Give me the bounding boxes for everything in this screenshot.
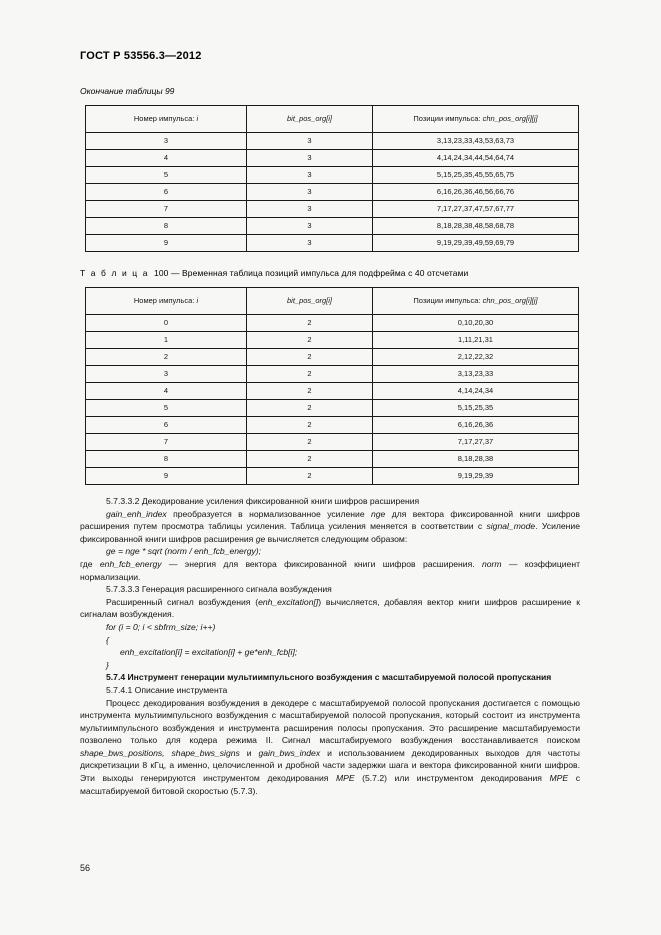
table-row (86, 400, 579, 417)
cell-bitpos: 3 (247, 235, 373, 252)
cell-bitpos: 3 (247, 150, 373, 167)
cell-bitpos: 3 (247, 184, 373, 201)
cell-pulse: 4 (86, 383, 247, 400)
table-100-caption-number: 100 (154, 268, 169, 278)
text-fragment: Расширенный сигнал возбуждения ( (106, 596, 259, 607)
header-italic-chnpos: chn_pos_org[i][j] (482, 114, 538, 123)
table-99-header-bitpos (247, 106, 373, 133)
cell-bitpos: 2 (247, 332, 373, 349)
cell-positions: 4,14,24,34,44,54,64,74 (373, 150, 579, 167)
cell-bitpos: 2 (247, 451, 373, 468)
header-label-pulse: Номер импульса: (133, 296, 197, 305)
cell-bitpos: 3 (247, 167, 373, 184)
table-row (86, 417, 579, 434)
cell-positions: 9,19,29,39 (373, 468, 579, 485)
header-label-bitpos: bit_pos_org[i] (286, 296, 333, 305)
table-row (86, 349, 579, 366)
cell-positions: 6,16,26,36 (373, 417, 579, 434)
term-enh-excitation: enh_excitation[] (258, 596, 319, 607)
cell-pulse: 7 (86, 201, 247, 218)
table-row (86, 235, 579, 252)
table-99 (85, 105, 579, 252)
section-5-7-3-3-3-heading: 5.7.3.3.3 Генерация расширенного сигнала возбуждения (106, 584, 332, 595)
term-gain-bws-index: gain_bws_index (258, 747, 321, 758)
term-mpe-2: MPE (549, 773, 569, 784)
term-shape-bws: shape_bws_positions, shape_bws_signs (80, 747, 240, 758)
header-label-positions: Позиции импульса: (413, 296, 483, 305)
text-fragment: ) вычисляется, добавляя вектор книги шифров расширение к сигналам возбуждения. (80, 596, 580, 620)
table-100-caption-label: Т а б л и ц а (80, 268, 150, 278)
table-row (86, 218, 579, 235)
cell-pulse: 3 (86, 133, 247, 150)
header-italic-i: i (196, 296, 199, 305)
text-fragment: — коэффициент нормализации. (80, 558, 581, 582)
text-fragment: с масштабируемой битовой скоростью (5.7.3). (80, 773, 580, 796)
header-italic-i: i (196, 114, 199, 123)
table-row (86, 315, 579, 332)
table-100-header-pulse-number (86, 288, 247, 315)
table-row (86, 383, 579, 400)
code-assignment: enh_excitation[i] = excitation[i] + ge*enh_fcb[i]; (120, 647, 298, 658)
table-99-caption: Окончание таблицы 99 (80, 86, 175, 96)
cell-bitpos: 2 (247, 417, 373, 434)
code-open-brace: { (106, 634, 109, 645)
cell-pulse: 2 (86, 349, 247, 366)
text-fragment: преобразуется в нормализованное усиление (166, 508, 371, 519)
cell-positions: 5,15,25,35 (373, 400, 579, 417)
table-100-body (86, 315, 579, 485)
cell-positions: 7,17,27,37 (373, 434, 579, 451)
header-label-positions: Позиции импульса: (413, 114, 483, 123)
cell-bitpos: 2 (247, 315, 373, 332)
section-5-7-4 (80, 671, 580, 797)
cell-bitpos: 3 (247, 133, 373, 150)
section-5-7-3-3-2 (80, 495, 580, 583)
table-row (86, 366, 579, 383)
table-row (86, 167, 579, 184)
text-fragment: — энергия для вектора фиксированной книги шифров расширения. (161, 558, 482, 569)
cell-bitpos: 3 (247, 201, 373, 218)
cell-pulse: 9 (86, 235, 247, 252)
cell-positions: 3,13,23,33,43,53,63,73 (373, 133, 579, 150)
page-content (80, 50, 580, 797)
page-number: 56 (80, 863, 91, 873)
table-row (86, 434, 579, 451)
table-99-header-pulse-number (86, 106, 247, 133)
table-100 (85, 287, 579, 485)
section-5-7-3-3-2-heading: 5.7.3.3.2 Декодирование усиления фиксированной книги шифров расширения (106, 496, 420, 506)
table-100-caption-text: — Временная таблица позиций импульса для подфрейма с 40 отсчетами (170, 268, 469, 278)
header-label-pulse: Номер импульса: (133, 114, 197, 123)
cell-pulse: 6 (86, 184, 247, 201)
cell-positions: 2,12,22,32 (373, 349, 579, 366)
section-5-7-4-heading: 5.7.4 Инструмент генерации мультиимпульсного возбуждения с масштабируемой полосой пропускания (106, 672, 552, 683)
table-row (86, 332, 579, 349)
text-fragment: вычисляется следующим образом: (265, 533, 408, 544)
term-nge: nge (370, 508, 386, 519)
cell-pulse: 8 (86, 451, 247, 468)
cell-positions: 3,13,23,33 (373, 366, 579, 383)
section-5-7-3-3-3-paragraph (80, 596, 580, 621)
text-fragment: (5.7.2) или инструментом декодирования (354, 773, 550, 784)
cell-pulse: 8 (86, 218, 247, 235)
table-row (86, 133, 579, 150)
cell-pulse: 3 (86, 366, 247, 383)
section-5-7-4-1-heading: 5.7.4.1 Описание инструмента (106, 684, 228, 695)
formula-note (80, 558, 580, 583)
cell-pulse: 7 (86, 434, 247, 451)
cell-bitpos: 2 (247, 383, 373, 400)
text-fragment: Процесс декодирования возбуждения в декодере с масштабируемой полосой пропускания достигается с помощью инструмента мультиимпульсного возбуждения с масштабируемой полосой пропускания, который состоит из инструмента мультиимпульсного возбуждения и инструмента расширения полосы пропускания. Это расширение масштабируемости позволено только для кодера режима II. Сигнал масштабируемого возбуждения восстанавливается поиском (80, 697, 580, 746)
cell-bitpos: 2 (247, 468, 373, 485)
cell-bitpos: 2 (247, 434, 373, 451)
cell-bitpos: 2 (247, 366, 373, 383)
table-100-header-bitpos (247, 288, 373, 315)
table-100-caption (80, 268, 580, 278)
cell-positions: 0,10,20,30 (373, 315, 579, 332)
cell-pulse: 6 (86, 417, 247, 434)
term-signal-mode: signal_mode (486, 521, 536, 532)
cell-bitpos: 2 (247, 400, 373, 417)
table-row (86, 201, 579, 218)
text-fragment: и (239, 747, 259, 758)
term-gain-enh-index: gain_enh_index (106, 508, 167, 519)
text-fragment: где (80, 558, 100, 569)
cell-pulse: 1 (86, 332, 247, 349)
term-norm: norm (481, 558, 502, 569)
cell-positions: 5,15,25,35,45,55,65,75 (373, 167, 579, 184)
table-row (86, 451, 579, 468)
term-ge: ge (255, 533, 266, 544)
cell-positions: 1,11,21,31 (373, 332, 579, 349)
code-for-loop: for (i = 0; i < sbfrm_size; i++) (106, 621, 216, 632)
cell-pulse: 5 (86, 400, 247, 417)
cell-pulse: 0 (86, 315, 247, 332)
table-99-header-row (86, 106, 579, 133)
cell-positions: 7,17,27,37,47,57,67,77 (373, 201, 579, 218)
table-99-body (86, 133, 579, 252)
cell-positions: 8,18,28,38 (373, 451, 579, 468)
section-5-7-3-3-2-paragraph (80, 508, 580, 546)
text-fragment: . Усиление фиксированной книги шифров расширения (80, 521, 580, 544)
table-row (86, 468, 579, 485)
text-fragment: для вектора фиксированной книги шифров расширения путем просмотра таблицы усиления. Таблица усиления меняется в соответствии с (80, 508, 580, 532)
cell-positions: 6,16,26,36,46,56,66,76 (373, 184, 579, 201)
cell-pulse: 4 (86, 150, 247, 167)
standard-title: ГОСТ Р 53556.3—2012 (80, 50, 202, 62)
cell-bitpos: 2 (247, 349, 373, 366)
table-100-header-row (86, 288, 579, 315)
cell-pulse: 9 (86, 468, 247, 485)
table-row (86, 184, 579, 201)
header-label-bitpos: bit_pos_org[i] (286, 114, 333, 123)
term-mpe-1: MPE (335, 773, 355, 784)
formula-ge: ge = nge * sqrt (norm / enh_fcb_energy); (106, 546, 262, 557)
section-5-7-4-1-paragraph (80, 697, 580, 798)
table-row (86, 150, 579, 167)
cell-bitpos: 3 (247, 218, 373, 235)
cell-positions: 4,14,24,34 (373, 383, 579, 400)
header-italic-chnpos: chn_pos_org[i][j] (482, 296, 538, 305)
table-99-header-positions (373, 106, 579, 133)
cell-positions: 8,18,28,38,48,58,68,78 (373, 218, 579, 235)
section-5-7-3-3-3 (80, 583, 580, 671)
code-close-brace: } (106, 659, 109, 670)
cell-pulse: 5 (86, 167, 247, 184)
cell-positions: 9,19,29,39,49,59,69,79 (373, 235, 579, 252)
term-enh-fcb-energy: enh_fcb_energy (99, 558, 162, 569)
table-100-header-positions (373, 288, 579, 315)
text-fragment: и использованием декодированных выходов для частоты дискретизации 8 кГц, а именно, целочисленной и дробной части задержки шага и вектора фиксированной книги шифров. Эти выходы генерируются инструментом декодирования (80, 747, 580, 784)
